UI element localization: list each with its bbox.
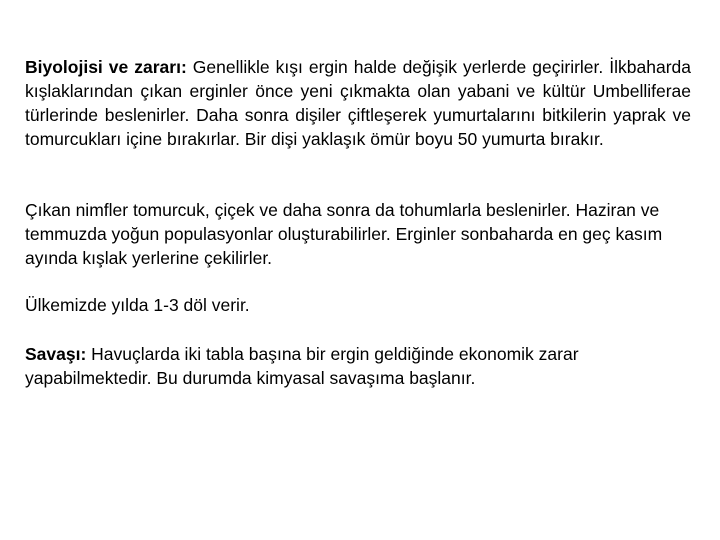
biology-label: Biyolojisi ve zararı: bbox=[25, 57, 187, 77]
control-paragraph bbox=[25, 342, 691, 390]
control-text: Havuçlarda iki tabla başına bir ergin geldiğinde ekonomik zarar yapabilmektedir. Bu durumda kimyasal savaşıma başlanır. bbox=[25, 344, 579, 388]
generations-paragraph bbox=[25, 293, 691, 317]
generations-text: Ülkemizde yılda 1-3 döl verir. bbox=[25, 295, 250, 315]
nymphs-paragraph bbox=[25, 198, 691, 270]
control-label: Savaşı: bbox=[25, 344, 87, 364]
biology-text: Genellikle kışı ergin halde değişik yerlerde geçirirler. İlkbaharda kışlaklarından çıkan erginler önce yeni çıkmakta olan yabani ve kültür Umbelliferae türlerinde beslenirler. Daha sonra dişiler çiftleşerek yumurtalarını bitkilerin yaprak ve tomurcukları içine bırakırlar. Bir dişi yaklaşık ömür boyu 50 yumurta bırakır. bbox=[25, 57, 691, 149]
nymphs-text: Çıkan nimfler tomurcuk, çiçek ve daha sonra da tohumlarla beslenirler. Haziran ve temmuzda yoğun populasyonlar oluşturabilirler. Erginler sonbaharda en geç kasım ayında kışlak yerlerine çekilirler. bbox=[25, 200, 663, 268]
biology-paragraph bbox=[25, 55, 691, 151]
